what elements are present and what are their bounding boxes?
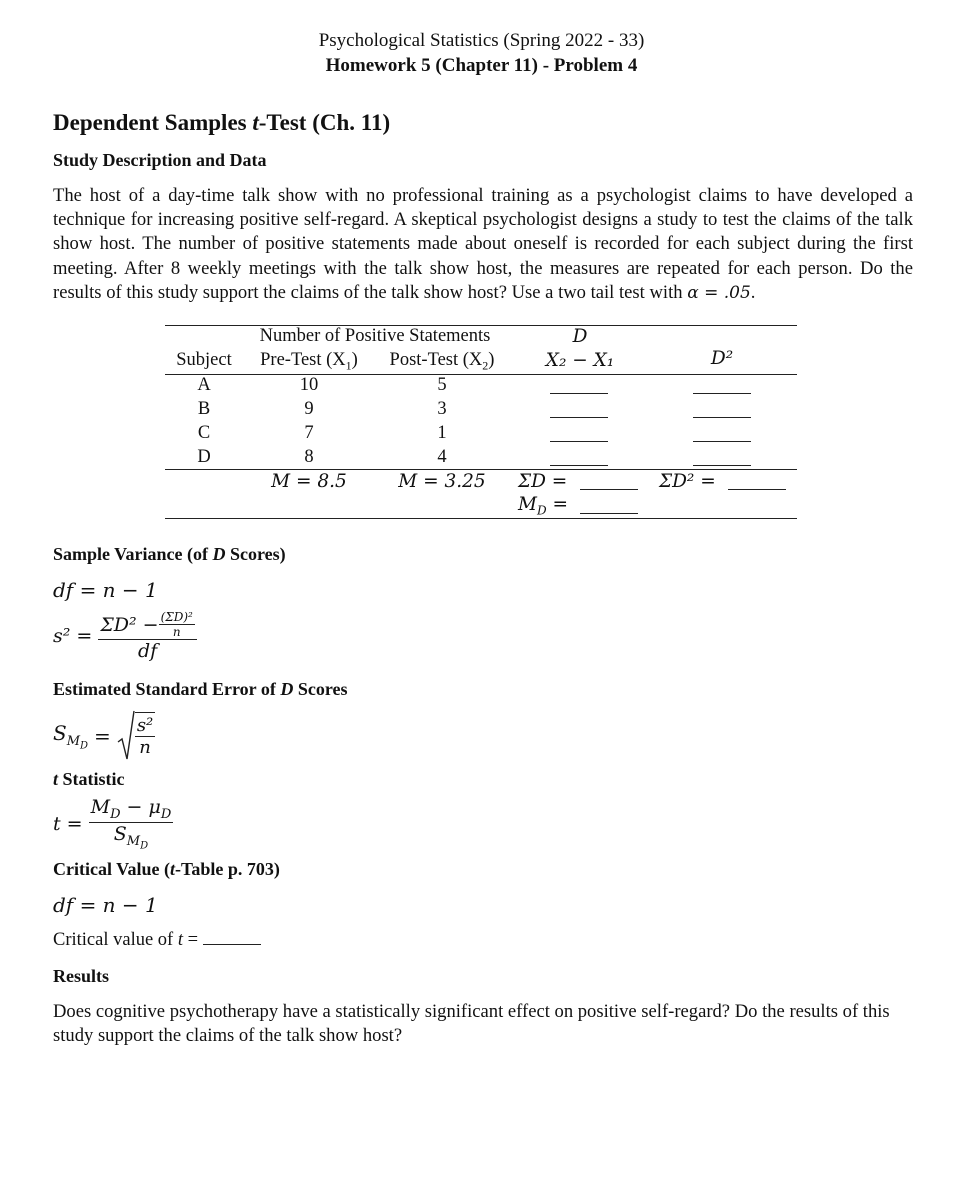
variance-num-main: ΣD² − (100, 613, 159, 636)
col-post (378, 350, 506, 374)
variance-inner-den: n (172, 625, 181, 639)
t-numerator: $M_D - \mu_D$ (90, 796, 172, 822)
se-heading (53, 679, 348, 700)
mean-post: M = 3.25 (398, 471, 486, 492)
variance-formula (53, 610, 197, 662)
variance-lhs: s² = (53, 625, 93, 647)
critical-heading-prefix: Critical Value ( (53, 859, 170, 879)
d-header: D (572, 326, 588, 347)
col-pre-close: ) (351, 350, 358, 370)
sum-d2-blank[interactable] (728, 489, 786, 490)
title-t: t (252, 110, 259, 135)
col-post-sub: 2 (482, 358, 489, 373)
row-d-pre: 8 (304, 447, 314, 467)
mean-pre: M = 8.5 (271, 471, 347, 492)
se-heading-prefix: Estimated Standard Error of (53, 679, 281, 699)
t-stat-heading-suffix: Statistic (58, 769, 125, 789)
se-lhs-sub: M (66, 733, 81, 749)
row-d-subject: D (197, 447, 211, 467)
table-bottom-rule (165, 518, 797, 519)
summary-rule (165, 469, 797, 470)
row-c-pre: 7 (304, 423, 314, 443)
variance-fraction (98, 610, 197, 662)
t-formula (53, 796, 173, 851)
variance-heading-suffix: Scores) (225, 544, 286, 564)
critical-value-blank[interactable] (203, 930, 261, 945)
results-question: Does cognitive psychotherapy have a statistically significant effect on positive self-regard? Do the results of this study support the claims of the talk show host? (53, 1001, 890, 1047)
row-a-d-blank[interactable] (550, 393, 608, 394)
col-pre (248, 350, 370, 374)
variance-df-formula: df = n − 1 (53, 578, 158, 602)
col-d2: D² (710, 348, 734, 369)
col-pre-label: Pre-Test (X (260, 350, 346, 370)
row-c-subject: C (197, 423, 211, 443)
row-a-post: 5 (437, 375, 447, 395)
col-subject: Subject (176, 350, 232, 370)
sum-d2-label: ΣD² = (659, 471, 716, 492)
results-heading: Results (53, 966, 110, 986)
mean-d-m: M (518, 494, 537, 515)
row-c-d2-blank[interactable] (693, 441, 751, 442)
t-denominator: $S_{M_D}$ (113, 822, 149, 852)
title-prefix: Dependent Samples (53, 110, 253, 135)
se-heading-suffix: Scores (293, 679, 348, 699)
row-b-d-blank[interactable] (550, 417, 608, 418)
col-post-close: ) (488, 350, 495, 370)
row-a-subject: A (197, 375, 211, 395)
se-radicand (135, 712, 155, 758)
page-title (53, 110, 390, 136)
row-d-d2-blank[interactable] (693, 465, 751, 466)
variance-numerator (98, 610, 197, 640)
study-heading: Study Description and Data (53, 150, 267, 170)
mean-d-label (518, 494, 580, 518)
critical-heading (53, 859, 280, 880)
sqrt-icon (117, 710, 135, 762)
row-a-d2-blank[interactable] (693, 393, 751, 394)
row-d-d-blank[interactable] (550, 465, 608, 466)
t-lhs: t = (53, 812, 83, 835)
row-a-pre: 10 (299, 375, 319, 395)
critical-heading-suffix: -Table p. 703) (175, 859, 280, 879)
alpha-expression: α = .05 (687, 282, 751, 303)
sum-d-blank[interactable] (580, 489, 638, 490)
se-lhs-s: S (53, 720, 67, 745)
row-c-post: 1 (437, 423, 447, 443)
t-fraction (89, 796, 174, 851)
variance-heading-prefix: Sample Variance (of (53, 544, 213, 564)
se-heading-d: D (280, 679, 294, 699)
mean-d-eq: = (546, 494, 568, 515)
variance-denominator: df (137, 640, 158, 662)
homework-title: Homework 5 (Chapter 11) - Problem 4 (325, 55, 638, 76)
se-lhs (53, 721, 88, 752)
row-d-post: 4 (437, 447, 447, 467)
critical-value-line (53, 930, 261, 951)
mean-d-sub: D (536, 503, 547, 518)
sum-d-label: ΣD = (518, 471, 568, 492)
variance-heading (53, 544, 286, 565)
t-stat-heading-t: t (53, 769, 59, 789)
critical-label-eq: = (182, 930, 203, 950)
group-header: Number of Positive Statements (259, 326, 491, 346)
critical-label-t: t (177, 930, 183, 950)
course-title: Psychological Statistics (Spring 2022 - 33) (318, 30, 645, 51)
study-text: The host of a day-time talk show with no professional training as a psychologist claims to have developed a technique for increasing positive self-regard. A skeptical psychologist designs a study to test the claims of the talk show host. The number of positive statements made about oneself is recorded for each subject during the first meeting. After 8 weekly meetings with the talk show host, the measures are repeated for each person. Do the results of this study support the claims of the talk show host? Use a two tail test with (53, 185, 913, 303)
critical-heading-t: t (170, 859, 176, 879)
title-suffix: -Test (Ch. 11) (258, 110, 391, 135)
se-numerator: s² (136, 715, 154, 736)
col-pre-sub: 1 (345, 358, 352, 373)
critical-df-formula: df = n − 1 (53, 893, 158, 917)
variance-heading-d: D (212, 544, 226, 564)
t-stat-heading (53, 769, 125, 790)
col-diff: X₂ − X₁ (545, 350, 615, 371)
se-lhs-subsub: D (80, 740, 89, 752)
se-denominator: n (139, 737, 151, 758)
se-fraction (135, 715, 155, 758)
variance-inner-fraction (159, 610, 195, 639)
row-b-post: 3 (437, 399, 447, 419)
row-b-pre: 9 (304, 399, 314, 419)
row-b-subject: B (197, 399, 211, 419)
se-formula (53, 710, 155, 762)
mean-d-blank[interactable] (580, 513, 638, 514)
study-description (53, 184, 913, 305)
se-eq: = (94, 724, 111, 748)
row-c-d-blank[interactable] (550, 441, 608, 442)
col-post-label: Post-Test (X (389, 350, 483, 370)
study-end: . (750, 281, 756, 303)
variance-inner-num: (ΣD)² (160, 610, 193, 624)
critical-label: Critical value of (53, 930, 178, 950)
row-b-d2-blank[interactable] (693, 417, 751, 418)
